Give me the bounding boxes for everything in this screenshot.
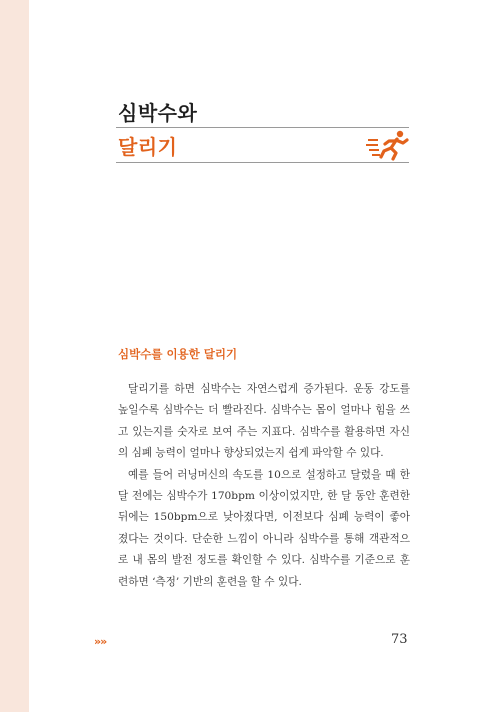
- folio-marker: »»: [94, 635, 107, 648]
- title-divider-top: [116, 127, 409, 128]
- side-color-strip: [0, 0, 29, 712]
- chapter-title-line2: 달리기: [118, 135, 178, 159]
- chapter-title-line1: 심박수와: [118, 101, 198, 125]
- page-number: 73: [391, 632, 408, 647]
- body-paragraph: 예를 들어 러닝머신의 속도를 10으로 설정하고 달렸을 때 한 달 전에는 심박수가 170bpm 이상이었지만, 한 달 동안 훈련한 뒤에는 150bpm으로 낮아졌다면, 이전보다 심폐 능력이 좋아졌다는 것이다. 단순한 느낌이 아니라 심박수를 통해 객관적으로 내 몸의 발전 정도를 확인할 수 있다. 심박수를 기준으로 훈련하면 ‘측정’ 기반의 훈련을 할 수 있다.: [118, 468, 410, 588]
- title-divider-bottom: [116, 162, 409, 163]
- body-text: [118, 379, 410, 593]
- running-man-icon: [366, 129, 410, 161]
- section-heading: 심박수를 이용한 달리기: [118, 347, 238, 361]
- body-paragraph: 달리기를 하면 심박수는 자연스럽게 증가된다. 운동 강도를 높일수록 심박수는 더 빨라진다. 심박수는 몸이 얼마나 힘을 쓰고 있는지를 숫자로 보여 주는 지표다. 심박수를 활용하면 자신의 심폐 능력이 얼마나 향상되었는지 쉽게 파악할 수 있다.: [118, 383, 410, 460]
